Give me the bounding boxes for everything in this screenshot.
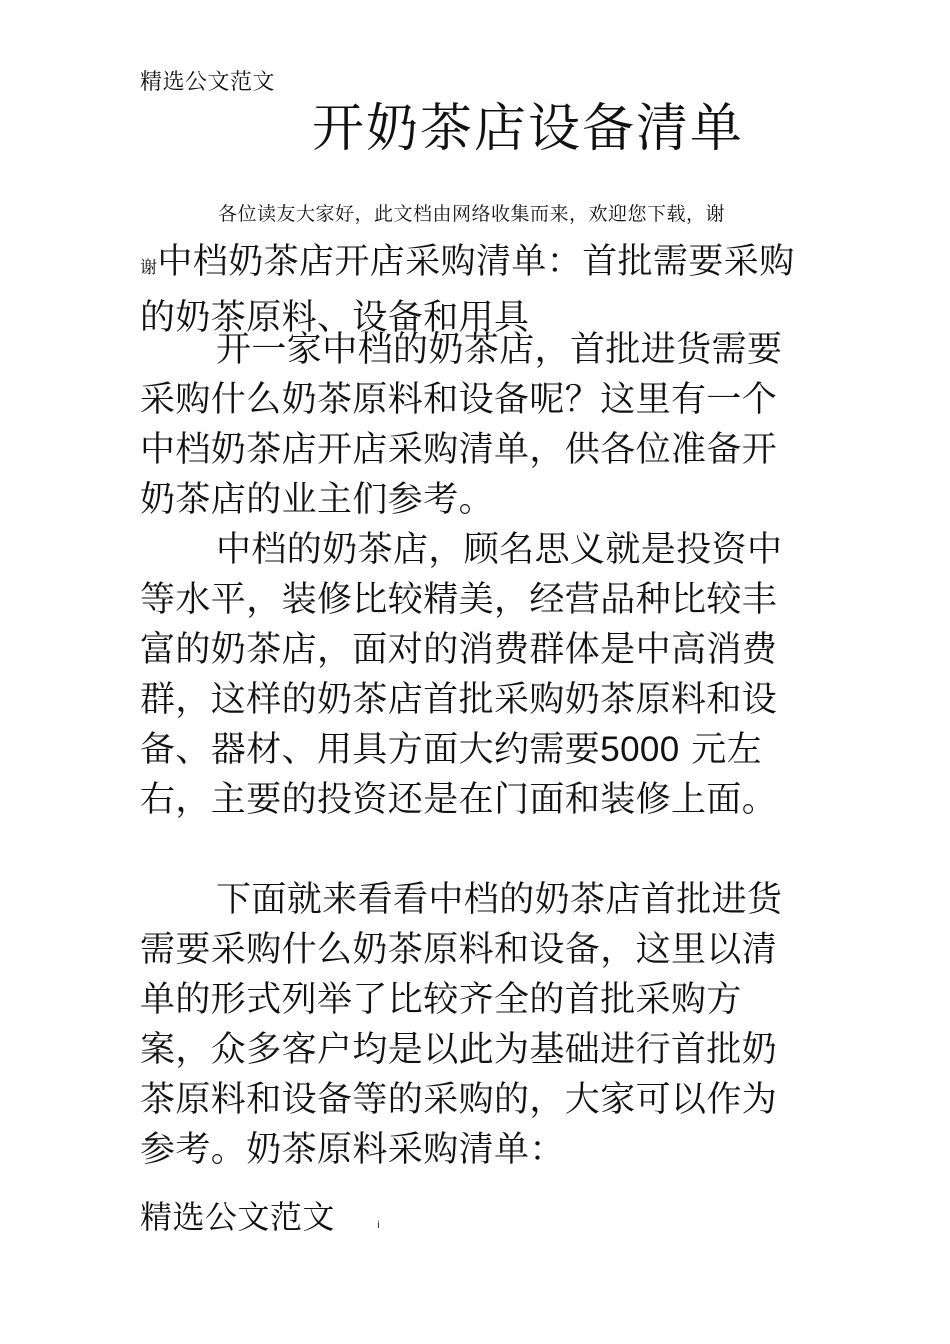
page-number: i: [377, 1220, 380, 1231]
intro-end-text: 谢: [140, 258, 158, 278]
paragraph-3-amount: 5000: [600, 730, 680, 769]
intro-paragraph: [140, 196, 805, 232]
paragraph-1-text: 中档奶茶店开店采购清单：首批需要采购的奶茶原料、设备和用具: [140, 242, 795, 338]
page-footer: 精选公文范文: [140, 1198, 336, 1236]
paragraph-3-text-after: 元左右，主要的投资还是在门面和装修上面。: [140, 730, 778, 820]
paragraph-2: 开一家中档的奶茶店，首批进货需要采购什么奶茶原料和设备呢？这里有一个中档奶茶店开店采购清单，供各位准备开奶茶店的业主们参考。: [140, 330, 783, 520]
paragraph-3: [140, 525, 805, 825]
paragraph-3-text-before: 中档的奶茶店，顾名思义就是投资中等水平，装修比较精美，经营品种比较丰富的奶茶店，面对的消费群体是中高消费群，这样的奶茶店首批采购奶茶原料和设备、器材、用具方面大约需要: [140, 530, 783, 770]
paragraph-4: 下面就来看看中档的奶茶店首批进货需要采购什么奶茶原料和设备，这里以清单的形式列举了比较齐全的首批采购方案，众多客户均是以此为基础进行首批奶茶原料和设备等的采购的，大家可以作为参考。奶茶原料采购清单：: [140, 880, 783, 1170]
intro-text: 各位读友大家好，此文档由网络收集而来，欢迎您下载，谢: [218, 203, 726, 225]
page-header: 精选公文范文: [140, 70, 276, 95]
document-title: 开奶茶店设备清单: [312, 99, 745, 159]
